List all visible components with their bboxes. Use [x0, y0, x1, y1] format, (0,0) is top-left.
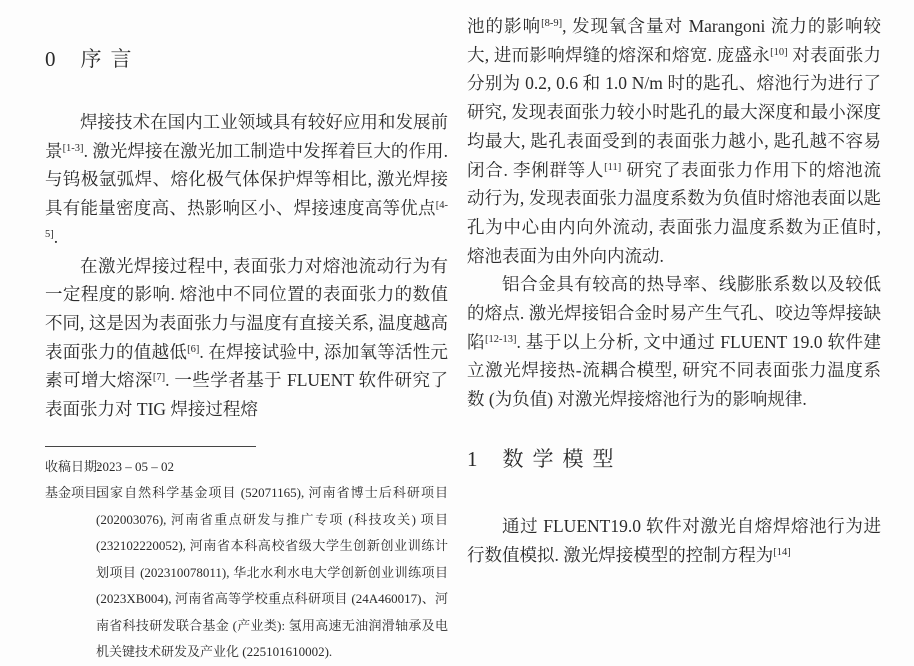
- citation-superscript: [10]: [770, 46, 788, 58]
- received-date-label: 收稿日期:: [45, 458, 101, 474]
- paragraph: 铝合金具有较高的热导率、线膨胀系数以及较低的熔点. 激光焊接铝合金时易产生气孔、咬边等焊接缺陷[12-13]. 基于以上分析, 文中通过 FLUENT 19.0 软件建立激光焊接热-流耦合模型, 研究不同表面张力温度系数 (为负值) 对激光焊接熔池行为的影响规律.: [467, 274, 881, 410]
- citation-superscript: [7]: [152, 372, 166, 384]
- left-column: [45, 0, 448, 666]
- citation-superscript: [8-9]: [541, 18, 563, 29]
- section-title: 序言: [80, 47, 141, 71]
- left-body-text: [45, 108, 448, 424]
- citation-superscript: [14]: [773, 546, 791, 558]
- footnote-separator: [45, 446, 256, 447]
- section-title: 数学模型: [502, 446, 623, 471]
- paragraph: 通过 FLUENT19.0 软件对激光自熔焊熔池行为进行数值模拟. 激光焊接模型的控制方程为[14]: [467, 515, 881, 565]
- received-date-value: 2023 – 05 – 02: [96, 458, 174, 474]
- right-column: [467, 0, 881, 569]
- citation-superscript: [4-5]: [45, 200, 448, 240]
- section-number: 1: [467, 446, 478, 471]
- received-date: [45, 454, 448, 481]
- fund-projects-label: 基金项目:: [45, 485, 101, 501]
- section-heading-1: [467, 444, 881, 474]
- footnote-items: [45, 454, 448, 666]
- section-heading-0: [45, 44, 448, 74]
- fund-projects: [45, 480, 448, 666]
- citation-superscript: [12-13]: [485, 333, 517, 345]
- paragraph: 在激光焊接过程中, 表面张力对熔池流动行为有一定程度的影响. 熔池中不同位置的表面张力的数值不同, 这是因为表面张力与温度有直接关系, 温度越高表面张力的值越低[6]. 在焊接试验中, 添加氧等活性元素可增大熔深[7]. 一些学者基于 FLUENT 软件研究了表面张力对 TIG 焊接过程熔: [45, 255, 449, 420]
- citation-superscript: [6]: [187, 343, 200, 355]
- fund-projects-text: 国家自然科学基金项目 (52071165), 河南省博士后科研项目 (202003076), 河南省重点研发与推广专项 (科技攻关) 项目 (232102220052), 河南省本科高校省级大学生创新创业训练计划项目 (202310078011), 华北水利水电大学创新创业训练项目 (2023XB004), 河南省高等学校重点科研项目 (24A460017)、河南省科技研发联合基金 (产业类): 氢用高速无油润滑轴承及电机关键技术研发及产业化 (225101610002).: [96, 485, 448, 660]
- section-number: 0: [45, 47, 56, 71]
- footnote-block: [45, 446, 448, 666]
- citation-superscript: [11]: [604, 161, 622, 173]
- paragraph: 池的影响[8-9], 发现氧含量对 Marangoni 流力的影响较大, 进而影响焊缝的熔深和熔宽. 庞盛永[10] 对表面张力分别为 0.2, 0.6 和 1.0 N/m 时的匙孔、熔池行为进行了研究, 发现表面张力较小时匙孔的最大深度和最小深度均最大, 匙孔表面受到的表面张力越小, 匙孔越不容易闭合. 李俐群等人[11] 研究了表面张力作用下的熔池流动行为, 发现表面张力温度系数为负值时熔池表面以匙孔为中心由内向外流动, 表面张力温度系数为正值时, 熔池表面为由外向内流动.: [467, 16, 882, 266]
- citation-superscript: [1-3]: [62, 142, 84, 154]
- paragraph: 焊接技术在国内工业领域具有较好应用和发展前景[1-3]. 激光焊接在激光加工制造中发挥着巨大的作用. 与钨极氩弧焊、熔化极气体保护焊等相比, 激光焊接具有能量密度高、热影响区小、焊接速度高等优点[4-5].: [45, 112, 448, 247]
